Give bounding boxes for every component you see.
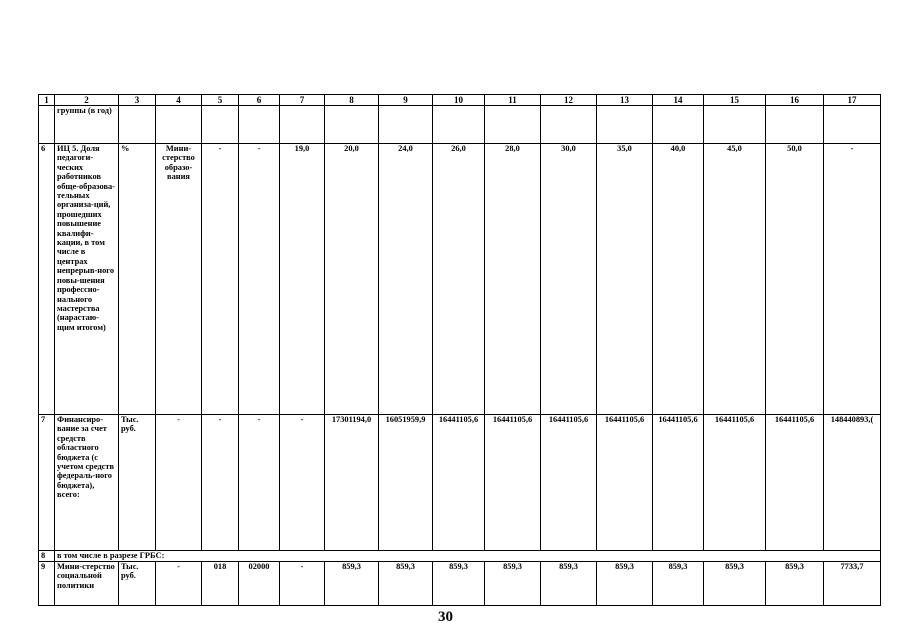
value-cell (597, 106, 653, 144)
code-cell: - (202, 144, 239, 415)
responsible-cell (156, 106, 202, 144)
value-cell (766, 106, 824, 144)
code-cell: 02000 (239, 562, 280, 606)
code-cell: - (239, 415, 280, 551)
column-header: 14 (653, 95, 704, 106)
value-cell: - (280, 562, 325, 606)
value-cell: 40,0 (653, 144, 704, 415)
column-header: 12 (541, 95, 597, 106)
column-header: 13 (597, 95, 653, 106)
row-number-cell (39, 106, 55, 144)
value-cell: 17301194,0 (325, 415, 379, 551)
value-cell: 28,0 (485, 144, 541, 415)
value-cell: 7733,7 (824, 562, 881, 606)
value-cell: 45,0 (704, 144, 766, 415)
value-cell: 859,3 (433, 562, 485, 606)
column-header: 3 (119, 95, 156, 106)
section-row (39, 551, 881, 562)
value-cell: 859,3 (485, 562, 541, 606)
unit-cell (119, 106, 156, 144)
value-cell (485, 106, 541, 144)
column-header: 8 (325, 95, 379, 106)
column-header: 2 (55, 95, 119, 106)
value-cell: 26,0 (433, 144, 485, 415)
code-cell: 018 (202, 562, 239, 606)
value-cell: 859,3 (597, 562, 653, 606)
column-header: 11 (485, 95, 541, 106)
value-cell: - (280, 415, 325, 551)
column-header: 16 (766, 95, 824, 106)
column-header: 10 (433, 95, 485, 106)
value-cell: 859,3 (653, 562, 704, 606)
value-cell (653, 106, 704, 144)
value-cell: 859,3 (379, 562, 433, 606)
value-cell: 859,3 (541, 562, 597, 606)
value-cell: 148440893,( (824, 415, 881, 551)
table-row (39, 106, 881, 144)
column-header: 15 (704, 95, 766, 106)
unit-cell: % (119, 144, 156, 415)
value-cell: 859,3 (704, 562, 766, 606)
row-number-cell: 6 (39, 144, 55, 415)
value-cell: 16441105,6 (653, 415, 704, 551)
code-cell: - (202, 415, 239, 551)
value-cell (824, 106, 881, 144)
value-cell: 16051959,9 (379, 415, 433, 551)
indicators-table (38, 94, 881, 606)
value-cell: 16441105,6 (766, 415, 824, 551)
header-row (39, 95, 881, 106)
table-row (39, 144, 881, 415)
column-header: 7 (280, 95, 325, 106)
responsible-cell: Мини-стерство образо-вания (156, 144, 202, 415)
value-cell: 19,0 (280, 144, 325, 415)
row-number-cell: 7 (39, 415, 55, 551)
section-label-cell: в том числе в разрезе ГРБС: (55, 551, 881, 562)
value-cell (704, 106, 766, 144)
responsible-cell: - (156, 415, 202, 551)
value-cell (280, 106, 325, 144)
value-cell: 16441105,6 (485, 415, 541, 551)
value-cell (325, 106, 379, 144)
value-cell: 16441105,6 (597, 415, 653, 551)
row-number-cell: 9 (39, 562, 55, 606)
code-cell: - (239, 144, 280, 415)
code-cell (202, 106, 239, 144)
column-header: 17 (824, 95, 881, 106)
value-cell: 35,0 (597, 144, 653, 415)
value-cell: 859,3 (766, 562, 824, 606)
responsible-cell: - (156, 562, 202, 606)
indicator-name-cell: ИЦ 5. Доля педагоги-ческих работников обще-образова-тельных организа-ций, прошедших повышение квалифи-кации, в том числе в центрах непрерыв-ного повы-шения профессио-нального мастерства (нарастаю-щим итогом) (55, 144, 119, 415)
value-cell: 16441105,6 (541, 415, 597, 551)
column-header: 6 (239, 95, 280, 106)
table-row (39, 415, 881, 551)
value-cell: 30,0 (541, 144, 597, 415)
row-number-cell: 8 (39, 551, 55, 562)
value-cell (379, 106, 433, 144)
value-cell: 16441105,6 (433, 415, 485, 551)
column-header: 1 (39, 95, 55, 106)
unit-cell: Тыс. руб. (119, 562, 156, 606)
value-cell: 16441105,6 (704, 415, 766, 551)
value-cell (541, 106, 597, 144)
value-cell: 24,0 (379, 144, 433, 415)
indicator-name-cell: Мини-стерство социальной политики (55, 562, 119, 606)
indicator-name-cell: группы (в год) (55, 106, 119, 144)
table-row (39, 562, 881, 606)
indicator-name-cell: Финансиро-вание за счет средств областного бюджета (с учетом средств федераль-ного бюджета), всего: (55, 415, 119, 551)
value-cell: - (824, 144, 881, 415)
column-header: 9 (379, 95, 433, 106)
unit-cell: Тыс. руб. (119, 415, 156, 551)
code-cell (239, 106, 280, 144)
value-cell: 859,3 (325, 562, 379, 606)
page-number: 30 (438, 609, 453, 625)
column-header: 5 (202, 95, 239, 106)
value-cell: 50,0 (766, 144, 824, 415)
value-cell: 20,0 (325, 144, 379, 415)
value-cell (433, 106, 485, 144)
column-header: 4 (156, 95, 202, 106)
